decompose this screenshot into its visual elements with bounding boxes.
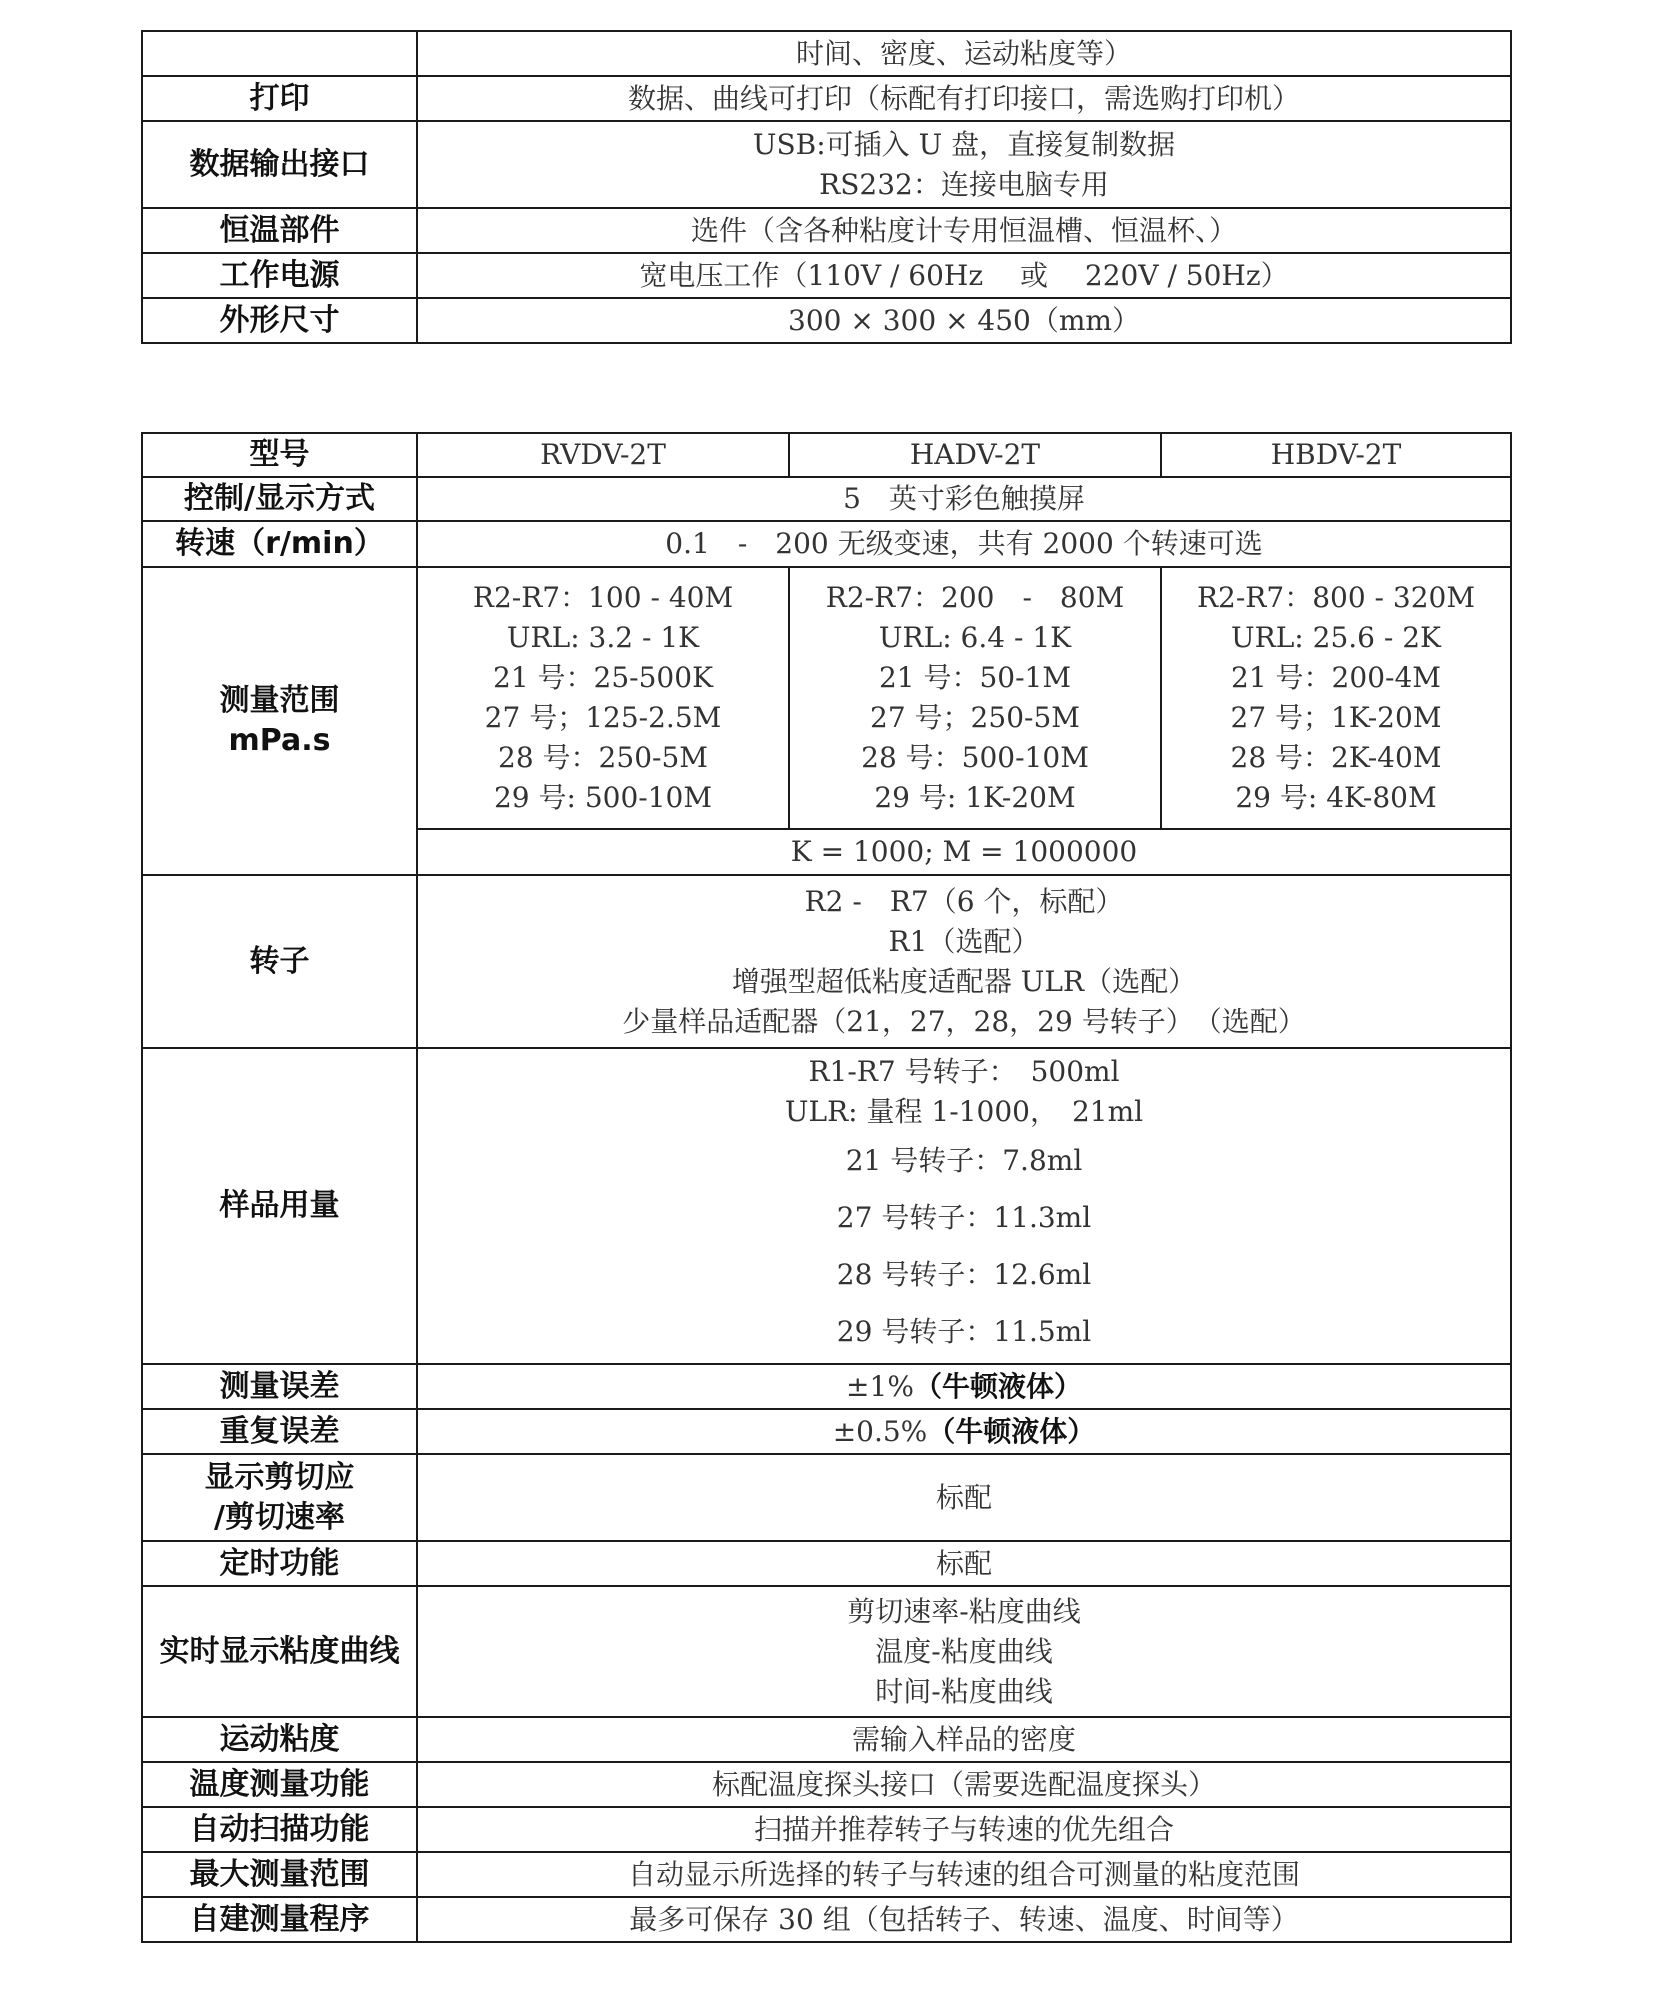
range-line: 21 号：50-1M [878,661,1072,694]
value-note: （牛顿液体） [913,1369,1082,1403]
row-value: 扫描并推荐转子与转速的优先组合 [417,1807,1511,1852]
row-value: 5 英寸彩色触摸屏 [417,477,1511,521]
value-line: 少量样品适配器（21，27，28，29 号转子） （选配） [622,1004,1306,1038]
row-label: 测量误差 [142,1364,417,1409]
row-label [142,567,417,875]
value-number: ±0.5% [832,1414,928,1448]
value-line: 21 号转子：7.8ml [845,1144,1083,1177]
value-note: （牛顿液体） [927,1414,1096,1448]
row-label: 重复误差 [142,1409,417,1454]
row-value [417,1409,1511,1454]
range-note: K = 1000; M = 1000000 [417,829,1511,875]
value-line: R1-R7 号转子： 500ml [808,1055,1120,1088]
row-label: 工作电源 [142,253,417,298]
row-label: 数据输出接口 [142,121,417,208]
row-value: 标配 [417,1541,1511,1586]
spec-table-models [141,432,1512,1943]
row-label [142,1454,417,1541]
range-rvdv [417,567,789,829]
label-line: mPa.s [228,723,331,758]
table-row [142,1807,1511,1852]
value-line: 29 号转子：11.5ml [836,1315,1092,1348]
range-line: R2-R7：100 - 40M [472,581,734,614]
table-row [142,1762,1511,1807]
row-label: 打印 [142,76,417,121]
range-hbdv [1161,567,1511,829]
table-row [142,1541,1511,1586]
range-line: R2-R7：800 - 320M [1196,581,1476,614]
header-label: 型号 [142,433,417,477]
row-label: 自建测量程序 [142,1897,417,1942]
range-line: 27 号；250-5M [870,701,1080,734]
row-value: 最多可保存 30 组（包括转子、转速、温度、时间等） [417,1897,1511,1942]
table-row [142,253,1511,298]
table-row [142,1852,1511,1897]
row-value: 标配 [417,1454,1511,1541]
row-value: 标配温度探头接口（需要选配温度探头） [417,1762,1511,1807]
row-value: 0.1 - 200 无级变速，共有 2000 个转速可选 [417,521,1511,567]
label-line: 测量范围 [219,683,340,718]
range-line: 21 号：25-500K [493,661,713,694]
row-value [417,1586,1511,1717]
row-value: 时间、密度、运动粘度等） [417,31,1511,76]
row-label: 样品用量 [142,1048,417,1364]
value-line: USB:可插入 U 盘，直接复制数据 [752,127,1176,161]
row-value: 自动显示所选择的转子与转速的组合可测量的粘度范围 [417,1852,1511,1897]
row-label: 外形尺寸 [142,298,417,343]
table-row [142,1717,1511,1762]
table-row [142,1454,1511,1541]
row-label: 温度测量功能 [142,1762,417,1807]
row-value: 数据、曲线可打印（标配有打印接口，需选购打印机） [417,76,1511,121]
table-row [142,1897,1511,1942]
label-line: 显示剪切应 [204,1459,355,1495]
row-label: 定时功能 [142,1541,417,1586]
range-line: 28 号：2K-40M [1230,741,1442,774]
value-line: R2 - R7（6 个，标配） [804,884,1124,918]
table-row [142,121,1511,208]
row-value [417,1048,1511,1364]
range-line: URL: 6.4 - 1K [878,621,1072,654]
table-row [142,1409,1511,1454]
value-number: ±1% [846,1369,914,1403]
range-line: 29 号: 4K-80M [1235,781,1437,814]
table-row [142,1586,1511,1717]
table-row [142,298,1511,343]
row-label: 最大测量范围 [142,1852,417,1897]
value-line: RS232：连接电脑专用 [819,167,1109,201]
model-rvdv: RVDV-2T [417,433,789,477]
range-line: URL: 25.6 - 2K [1231,621,1441,654]
value-line: 温度-粘度曲线 [875,1634,1053,1668]
row-label-empty [142,31,417,76]
table-row [142,1364,1511,1409]
range-hadv [789,567,1161,829]
spec-table-top [141,30,1512,344]
model-hbdv: HBDV-2T [1161,433,1511,477]
range-line: URL: 3.2 - 1K [506,621,700,654]
table-row [142,477,1511,521]
row-value: 需输入样品的密度 [417,1717,1511,1762]
range-line: 29 号: 500-10M [493,781,713,814]
value-line: ULR: 量程 1-1000， 21ml [784,1095,1144,1128]
table-row [142,521,1511,567]
table-row [142,567,1511,829]
table-row [142,31,1511,76]
row-value: 宽电压工作（110V / 60Hz 或 220V / 50Hz） [417,253,1511,298]
range-line: 28 号：500-10M [861,741,1089,774]
model-hadv: HADV-2T [789,433,1161,477]
row-value [417,1364,1511,1409]
row-label: 自动扫描功能 [142,1807,417,1852]
range-line: 28 号：250-5M [498,741,708,774]
range-line: 29 号: 1K-20M [874,781,1076,814]
range-line: R2-R7：200 - 80M [825,581,1125,614]
row-label: 转子 [142,875,417,1048]
value-line: R1（选配） [888,924,1040,958]
range-line: 21 号：200-4M [1231,661,1441,694]
label-line: /剪切速率 [214,1499,345,1535]
row-value: 选件（含各种粘度计专用恒温槽、恒温杯、） [417,208,1511,253]
range-line: 27 号；125-2.5M [484,701,722,734]
value-line: 27 号转子：11.3ml [836,1201,1092,1234]
row-label: 运动粘度 [142,1717,417,1762]
range-line: 27 号；1K-20M [1230,701,1442,734]
row-label: 控制/显示方式 [142,477,417,521]
value-line: 剪切速率-粘度曲线 [847,1594,1081,1628]
value-line: 28 号转子：12.6ml [836,1258,1092,1291]
row-label: 转速（r/min） [142,521,417,567]
table-row [142,76,1511,121]
value-line: 增强型超低粘度适配器 ULR（选配） [731,964,1197,998]
table-row [142,875,1511,1048]
table-row [142,208,1511,253]
row-value [417,875,1511,1048]
table-row [142,1048,1511,1364]
value-line: 时间-粘度曲线 [875,1674,1053,1708]
row-value [417,121,1511,208]
row-label: 恒温部件 [142,208,417,253]
table-header-row [142,433,1511,477]
row-value: 300 × 300 × 450（mm） [417,298,1511,343]
row-label: 实时显示粘度曲线 [142,1586,417,1717]
